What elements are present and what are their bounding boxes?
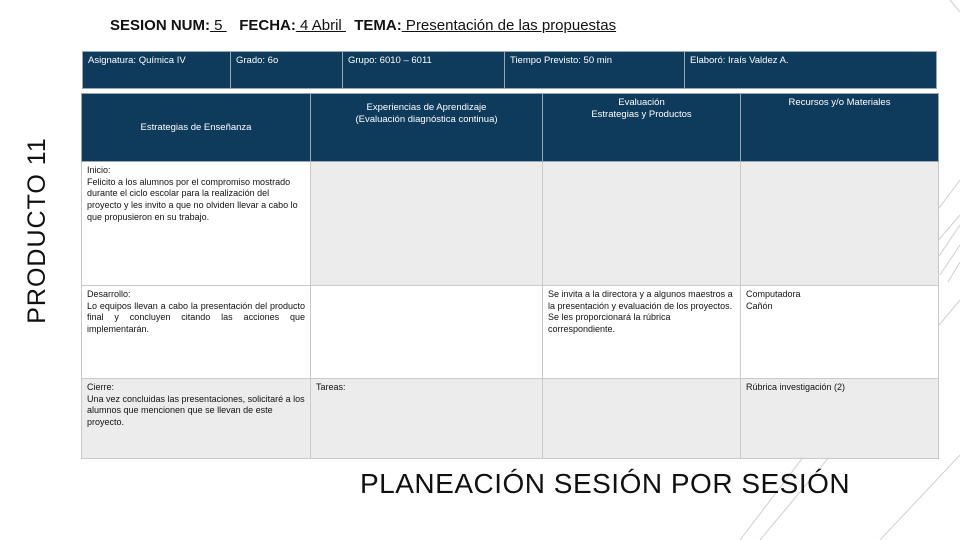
- cierre-title: Cierre:: [87, 382, 115, 392]
- tema-value: Presentación de las propuestas: [401, 17, 617, 34]
- desarrollo-evaluacion: Se invita a la directora y a algunos maestros a la presentación y evaluación de los proyectos.: [548, 289, 733, 311]
- inicio-text: Felicito a los alumnos por el compromiso mostrado durante el ciclo escolar para la realización del proyecto y les invito a que no olviden llevar a cabo lo que propusieron en su trabajo.: [87, 176, 298, 222]
- header-experiencias: Experiencias de Aprendizaje (Evaluación diagnóstica continua): [311, 94, 543, 162]
- tema-label: TEMA:: [354, 17, 402, 34]
- cell-desarrollo-experiencias: [311, 286, 543, 379]
- session-header: [110, 17, 810, 34]
- side-title-text: PRODUCTO 11: [22, 136, 51, 324]
- cell-desarrollo: [82, 286, 311, 379]
- planning-table: [81, 93, 939, 459]
- cell-inicio: [82, 162, 311, 286]
- cell-desarrollo-recursos: [741, 286, 939, 379]
- info-grado: Grado: 6o: [231, 52, 343, 89]
- side-title: [21, 80, 53, 380]
- header-estrategias: Estrategias de Enseñanza: [82, 94, 311, 162]
- sesion-value: 5: [210, 17, 227, 34]
- info-elaboro: Elaboró: Iraís Valdez A.: [685, 52, 937, 89]
- recurso-canon: Cañón: [746, 300, 773, 311]
- info-grupo: Grupo: 6010 – 6011: [343, 52, 505, 89]
- info-asignatura: Asignatura: Química IV: [83, 52, 231, 89]
- fecha-label: FECHA:: [239, 17, 296, 34]
- recurso-computadora: Computadora: [746, 289, 801, 299]
- cell-inicio-experiencias: [311, 162, 543, 286]
- cell-cierre: [82, 379, 311, 459]
- cell-cierre-evaluacion: [543, 379, 741, 459]
- cierre-text: Una vez concluidas las presentaciones, solicitaré a los alumnos que mencionen que se llevan de este proyecto.: [87, 393, 305, 428]
- cell-desarrollo-evaluacion: [543, 286, 741, 379]
- header-evaluacion: Evaluación Estrategias y Productos: [543, 94, 741, 162]
- sesion-label: SESION NUM:: [110, 17, 211, 34]
- cierre-tareas: Tareas:: [316, 382, 346, 392]
- header-recursos: Recursos y/o Materiales: [741, 94, 939, 162]
- fecha-value: 4 Abril: [295, 17, 346, 34]
- info-tiempo: Tiempo Previsto: 50 min: [505, 52, 685, 89]
- cell-inicio-evaluacion: [543, 162, 741, 286]
- cierre-recursos: Rúbrica investigación (2): [746, 382, 846, 392]
- info-table: [82, 51, 937, 89]
- desarrollo-evaluacion-2: Se les proporcionará la rúbrica correspondiente.: [548, 312, 671, 335]
- cell-inicio-recursos: [741, 162, 939, 286]
- desarrollo-text: Lo equipos llevan a cabo la presentación del producto final y concluyen citando las acciones que implementarán.: [87, 300, 305, 335]
- desarrollo-title: Desarrollo:: [87, 289, 131, 299]
- cell-cierre-tareas: [311, 379, 543, 459]
- bottom-title: PLANEACIÓN SESIÓN POR SESIÓN: [360, 468, 851, 499]
- inicio-title: Inicio:: [87, 165, 111, 175]
- cell-cierre-recursos: [741, 379, 939, 459]
